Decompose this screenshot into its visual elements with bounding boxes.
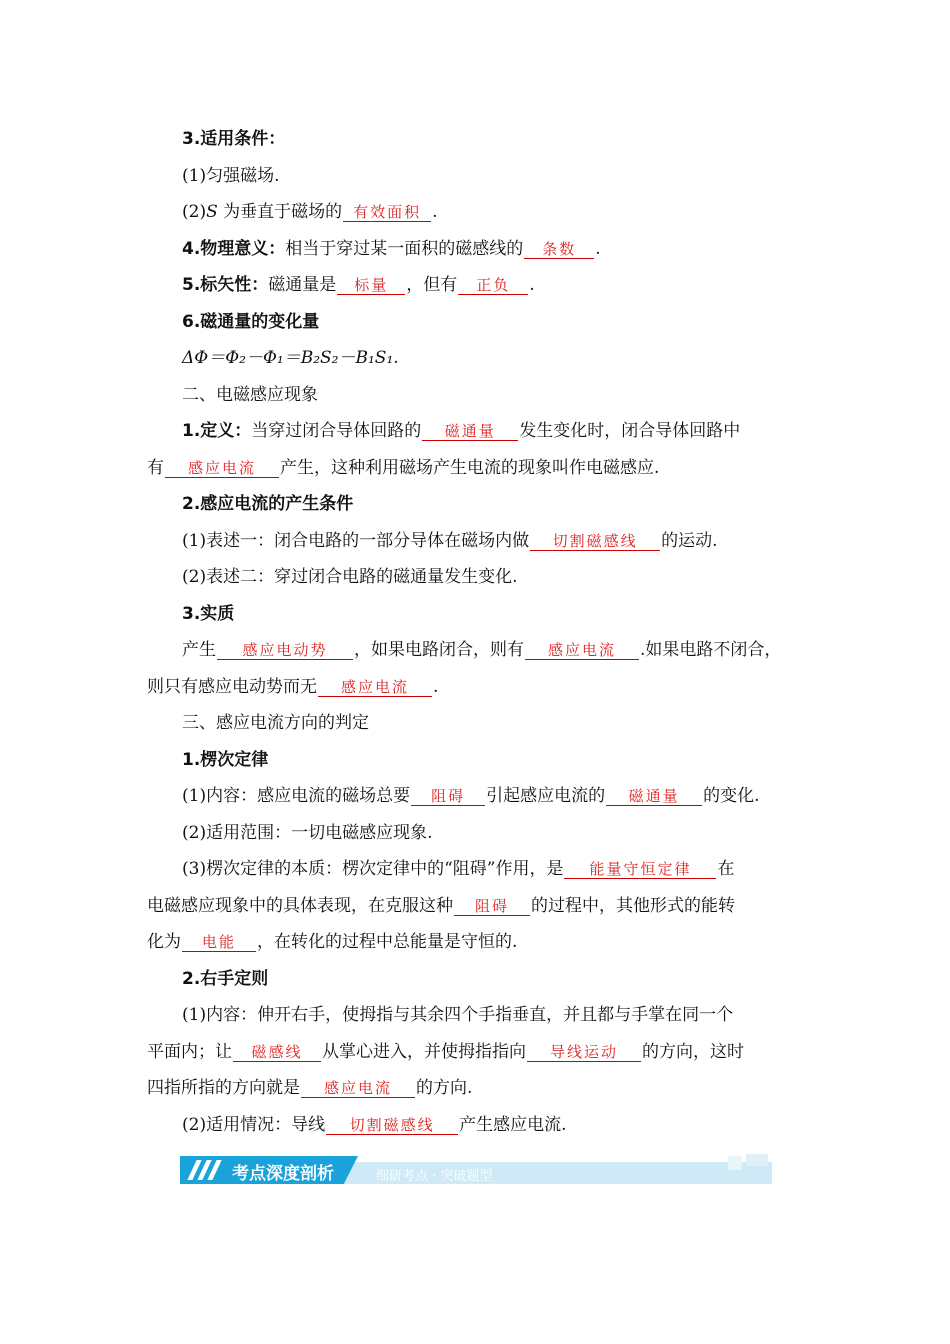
answer-blank: 切割磁感线 (530, 532, 660, 551)
text-lenz-essence-cont: 电磁感应现象中的具体表现，在克服这种 阻碍 的过程中，其他形式的能转 (147, 896, 735, 916)
answer-blank: 电能 (182, 933, 256, 952)
text-lenz-scope: (2)适用范围：一切电磁感应现象. (182, 823, 433, 843)
heading-applicable-conditions: 3.适用条件： (182, 129, 286, 149)
answer-blank: 有效面积 (343, 203, 431, 222)
answer-blank: 磁感线 (233, 1043, 321, 1062)
answer-blank: 切割磁感线 (326, 1116, 458, 1135)
answer-blank: 感应电流 (525, 641, 639, 660)
text-lenz-essence: (3)楞次定律的本质：楞次定律中的“阻碍”作用，是 能量守恒定律 在 (182, 859, 735, 879)
answer-blank: 条数 (524, 240, 594, 259)
text-rhr-content-cont: 平面内；让 磁感线 从掌心进入，并使拇指指向 导线运动 的方向，这时 (147, 1042, 744, 1062)
formula-flux-change: ΔΦ＝Φ₂－Φ₁＝B₂S₂－B₁S₁. (182, 348, 399, 368)
section-banner (180, 1156, 772, 1184)
text-essence-cont: 则只有感应电动势而无 感应电流 . (147, 677, 439, 697)
answer-blank: 阻碍 (454, 897, 530, 916)
answer-blank: 能量守恒定律 (564, 860, 716, 879)
banner-subtitle: 细研考点 · 突破题型 (376, 1169, 493, 1184)
answer-blank: 磁通量 (606, 787, 702, 806)
text-rhr-content: (1)内容：伸开右手，使拇指与其余四个手指垂直，并且都与手掌在同一个 (182, 1005, 734, 1025)
text-scalar-vector: 5.标矢性：磁通量是 标量 ，但有 正负 . (182, 275, 535, 295)
answer-blank: 导线运动 (527, 1043, 641, 1062)
text-physical-meaning: 4.物理意义：相当于穿过某一面积的磁感线的 条数 . (182, 239, 601, 259)
text-statement-one: (1)表述一：闭合电路的一部分导体在磁场内做 切割磁感线 的运动. (182, 531, 718, 551)
section-heading-em-induction: 二、电磁感应现象 (182, 385, 318, 405)
text-essence: 产生 感应电动势 ，如果电路闭合，则有 感应电流 .如果电路不闭合， (182, 640, 782, 660)
text-definition-cont: 有 感应电流 产生，这种利用磁场产生电流的现象叫作电磁感应. (147, 458, 660, 478)
answer-blank: 感应电动势 (217, 641, 353, 660)
text-statement-two: (2)表述二：穿过闭合电路的磁通量发生变化. (182, 567, 518, 587)
text-lenz-essence-end: 化为 电能 ，在转化的过程中总能量是守恒的. (147, 932, 518, 952)
text-rhr-content-end: 四指所指的方向就是 感应电流 的方向. (147, 1078, 473, 1098)
text-rhr-usage: (2)适用情况：导线 切割磁感线 产生感应电流. (182, 1115, 567, 1135)
banner-title: 考点深度剖析 (232, 1164, 334, 1184)
heading-generation-conditions: 2.感应电流的产生条件 (182, 494, 354, 514)
text-lenz-content: (1)内容：感应电流的磁场总要 阻碍 引起感应电流的 磁通量 的变化. (182, 786, 760, 806)
banner-decoration (728, 1156, 742, 1170)
answer-blank: 正负 (458, 276, 528, 295)
answer-blank: 感应电流 (318, 678, 432, 697)
heading-essence: 3.实质 (182, 604, 235, 624)
answer-blank: 感应电流 (301, 1079, 415, 1098)
text-definition: 1.定义：当穿过闭合导体回路的 磁通量 发生变化时，闭合导体回路中 (182, 421, 741, 441)
heading-flux-change: 6.磁通量的变化量 (182, 312, 320, 332)
banner-decoration (746, 1154, 768, 1166)
heading-lenz-law: 1.楞次定律 (182, 750, 269, 770)
answer-blank: 阻碍 (411, 787, 485, 806)
section-heading-direction: 三、感应电流方向的判定 (182, 713, 369, 733)
text-area-condition: (2)S 为垂直于磁场的 有效面积 . (182, 202, 438, 222)
heading-right-hand-rule: 2.右手定则 (182, 969, 269, 989)
answer-blank: 标量 (337, 276, 405, 295)
answer-blank: 磁通量 (422, 422, 518, 441)
text-uniform-field: (1)匀强磁场. (182, 166, 280, 186)
answer-blank: 感应电流 (165, 459, 279, 478)
